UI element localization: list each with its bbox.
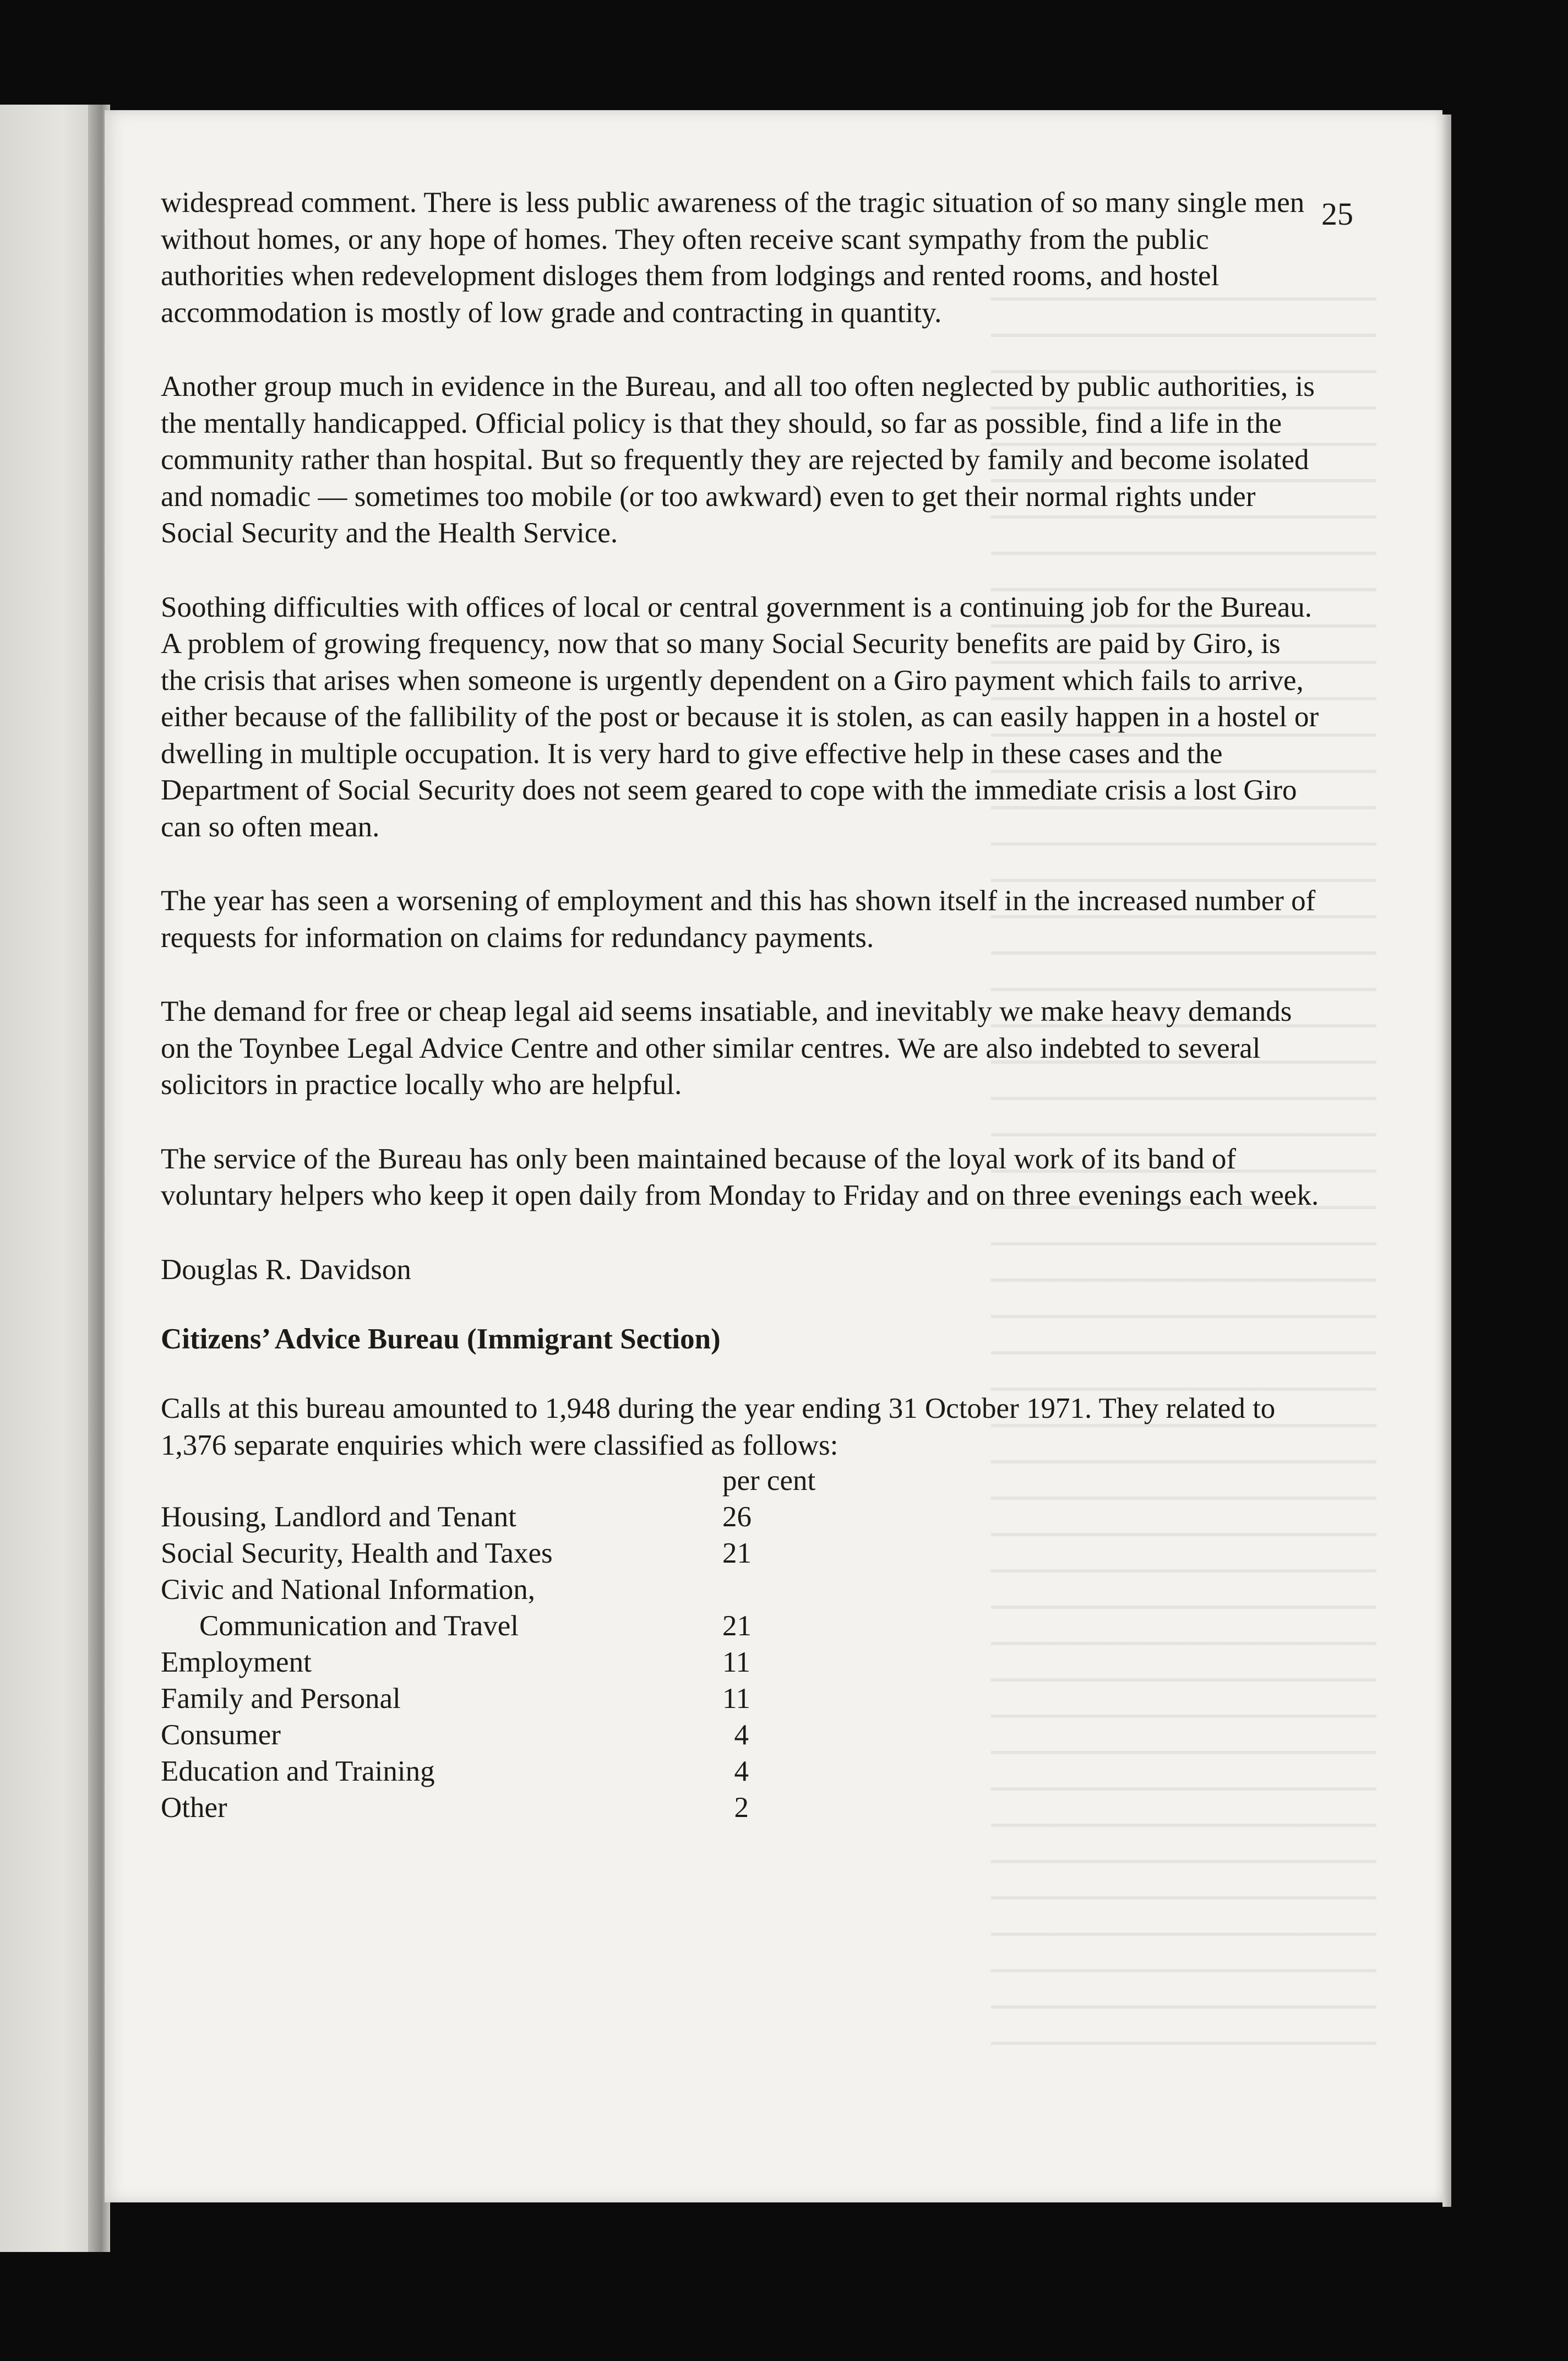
- paragraph-giro-payments: Soothing difficulties with offices of local or central government is a continuing job for the Bureau. A problem of growing frequency, now that so many Social Security benefits are paid by Giro, is the crisis that arises when someone is urgently dependent on a Giro payment which fails to arrive, either because of the fallibility of the post or because it is stolen, as can easily happen in a hostel or dwelling in multiple occupation. It is very hard to give effective help in these cases and the Department of Social Security does not seem geared to cope with the immediate crisis a lost Giro can so often mean.: [161, 591, 1319, 843]
- row-label: Other: [161, 1792, 227, 1824]
- table-row: [161, 1680, 1322, 1717]
- section-paragraph: Calls at this bureau amounted to 1,948 during the year ending 31 October 1971. They related to 1,376 separate enquiries which were classified as follows:: [161, 1392, 1276, 1461]
- paragraph-mentally-handicapped: Another group much in evidence in the Bureau, and all too often neglected by public authorities, is the mentally handicapped. Official policy is that they should, so far as possible, find a life in the community rather than hospital. But so frequently they are rejected by family and become isolated and nomadic — sometimes too mobile (or too awkward) even to get their normal rights under Social Security and the Health Service.: [161, 371, 1315, 549]
- paragraph-legal-aid: The demand for free or cheap legal aid seems insatiable, and inevitably we make heavy demands on the Toynbee Legal Advice Centre and other similar centres. We are also indebted to several solicitors in practice locally who are helpful.: [161, 995, 1292, 1101]
- table-row: [161, 1789, 1322, 1826]
- row-value: 26: [722, 1501, 752, 1533]
- signature: Douglas R. Davidson: [161, 1253, 411, 1286]
- table-row: [161, 1571, 1322, 1608]
- row-value: 4: [734, 1719, 749, 1751]
- row-label: Civic and National Information,: [161, 1574, 535, 1606]
- table-row: [161, 1717, 1322, 1753]
- row-value: 2: [734, 1792, 749, 1824]
- paragraph-employment: The year has seen a worsening of employment and this has shown itself in the increased number of requests for information on claims for redundancy payments.: [161, 885, 1316, 954]
- row-value: 21: [722, 1537, 752, 1569]
- table-header-spacer: [161, 1462, 722, 1499]
- table-row: [161, 1535, 1322, 1571]
- table-row: [161, 1644, 1322, 1680]
- table-row: [161, 1608, 1322, 1644]
- table-header-row: [161, 1462, 1322, 1499]
- row-label: Education and Training: [161, 1755, 435, 1787]
- paragraph-voluntary-helpers: The service of the Bureau has only been maintained because of the loyal work of its band of voluntary helpers who keep it open daily from Monday to Friday and on three evenings each week.: [161, 1143, 1319, 1211]
- paragraph-single-men: widespread comment. There is less public awareness of the tragic situation of so many single men without homes, or any hope of homes. They often receive scant sympathy from the public authorities when redevelopment disloges them from lodgings and rented rooms, and hostel accommodation is mostly of low grade and contracting in quantity.: [161, 187, 1305, 329]
- page-body: [161, 184, 1322, 1826]
- enquiries-table: [161, 1462, 1322, 1826]
- row-value: 11: [722, 1683, 751, 1715]
- page-number: 25: [1321, 196, 1353, 232]
- row-value: [722, 1571, 749, 1608]
- row-label: Housing, Landlord and Tenant: [161, 1501, 516, 1533]
- row-value: 11: [722, 1646, 751, 1678]
- row-value: 21: [722, 1610, 752, 1642]
- row-value: 4: [734, 1755, 749, 1787]
- table-row: [161, 1499, 1322, 1535]
- table-row: [161, 1753, 1322, 1789]
- row-label: Employment: [161, 1646, 312, 1678]
- page-edge-shadow: [1442, 115, 1451, 2207]
- row-label: Social Security, Health and Taxes: [161, 1537, 553, 1569]
- section-heading: Citizens’ Advice Bureau (Immigrant Section): [161, 1323, 721, 1355]
- row-label: Family and Personal: [161, 1683, 401, 1715]
- row-label: Communication and Travel: [199, 1610, 519, 1642]
- column-header-per-cent: per cent: [722, 1465, 816, 1497]
- row-label: Consumer: [161, 1719, 281, 1751]
